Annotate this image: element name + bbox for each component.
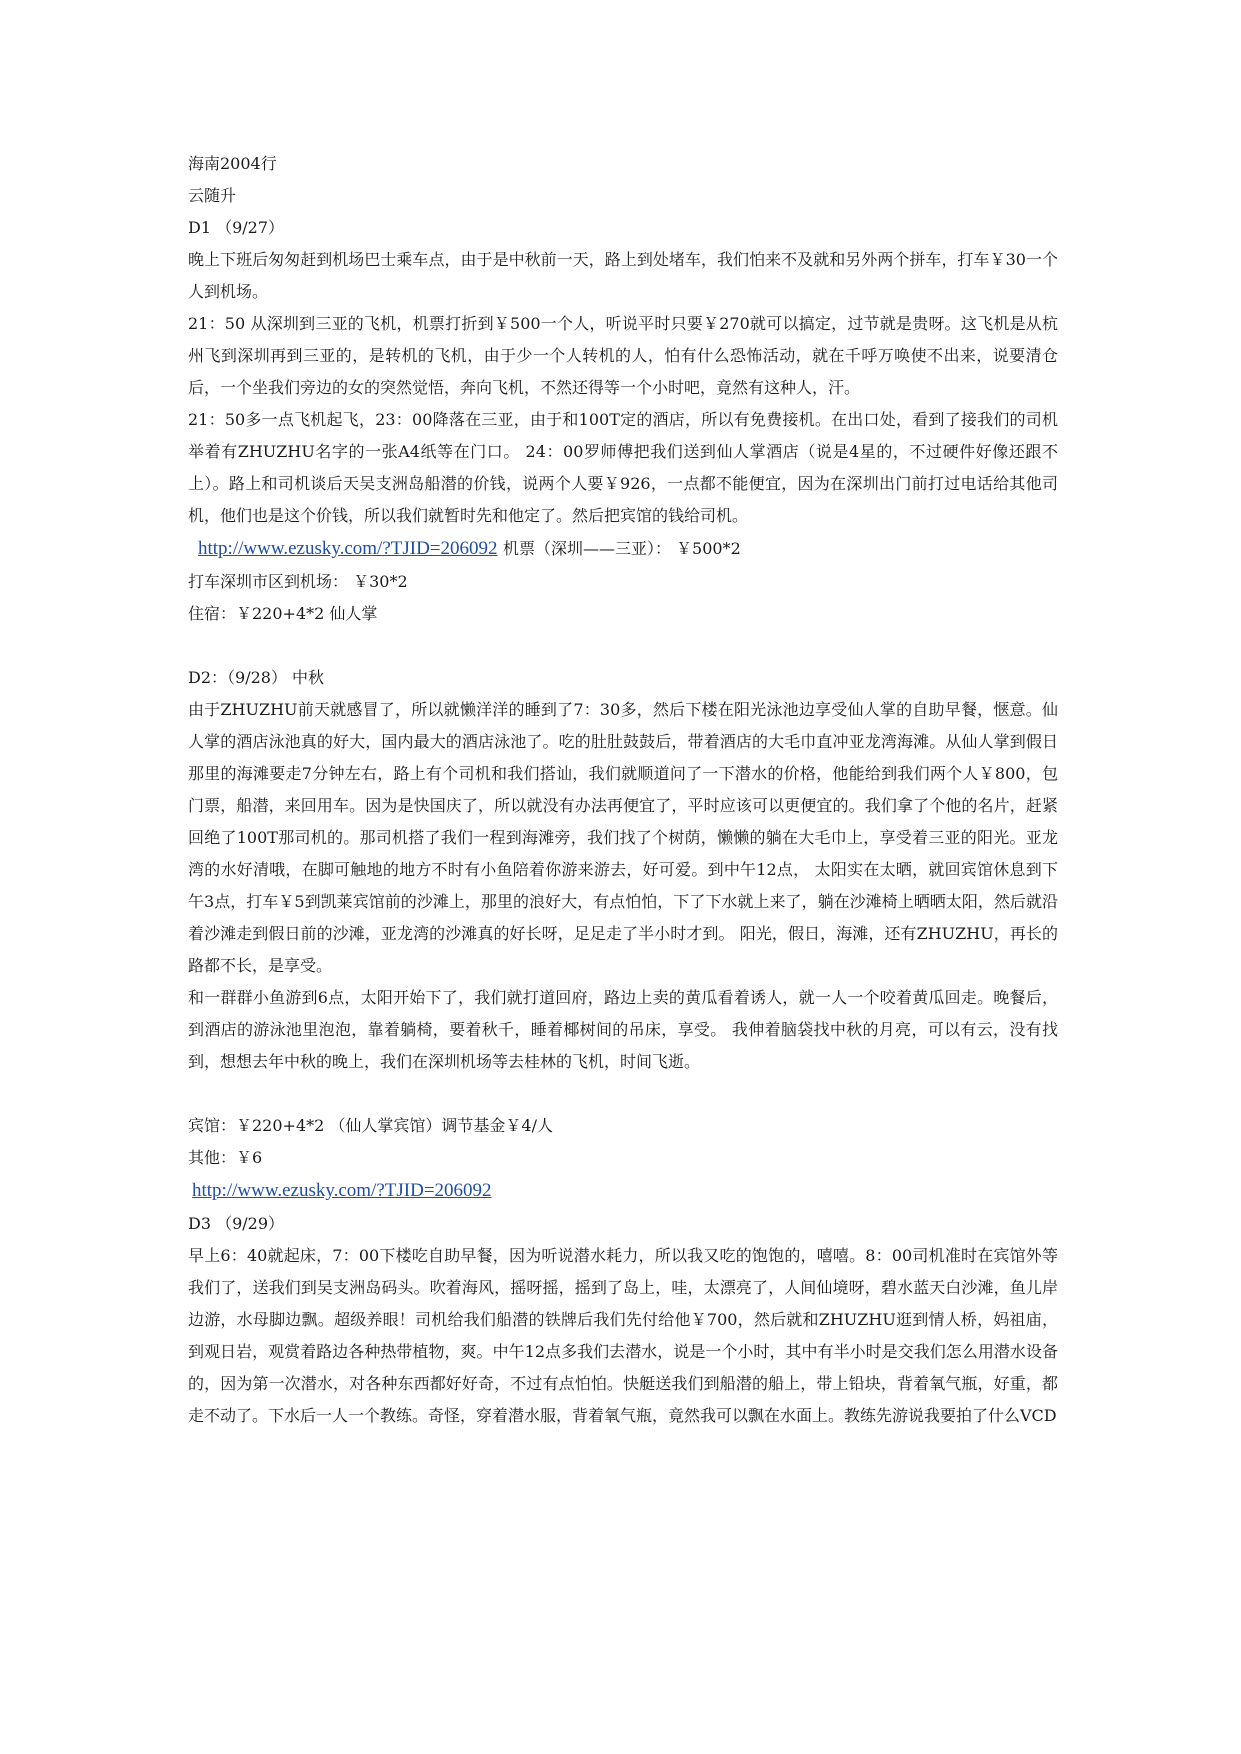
taxi-cost: 打车深圳市区到机场： ￥30*2 [188, 572, 408, 591]
day1-heading: D1 （9/27） [188, 218, 285, 237]
day2-paragraph-2: 和一群群小鱼游到6点，太阳开始下了，我们就打道回府，路边上卖的黄瓜看着诱人，就一人一个咬着黄瓜回走。晚餐后，到酒店的游泳池里泡泡，靠着躺椅，要着秋千，睡着椰树间的吊床，享受。 我伸着脑袋找中秋的月亮，可以有云，没有找到，想想去年中秋的晚上，我们在深圳机场等去桂林的飞机，时间飞逝。 [188, 988, 1058, 1071]
day1-link-row [188, 532, 1058, 566]
spacer [188, 630, 1058, 662]
document-author: 云随升 [188, 186, 237, 205]
day3-paragraph-1: 早上6：40就起床，7：00下楼吃自助早餐，因为听说潜水耗力，所以我又吃的饱饱的，嘻嘻。8：00司机准时在宾馆外等我们了，送我们到吴支洲岛码头。吹着海风，摇呀摇，摇到了岛上，哇，太漂亮了，人间仙境呀，碧水蓝天白沙滩，鱼儿岸边游，水母脚边飘。超级养眼！司机给我们船潜的铁牌后我们先付给他￥700，然后就和ZHUZHU逛到情人桥，妈祖庙，到观日岩，观赏着路边各种热带植物，爽。中午12点多我们去潜水，说是一个小时，其中有半小时是交我们怎么用潜水设备的，因为第一次潜水，对各种东西都好好奇，不过有点怕怕。快艇送我们到船潜的船上，带上铅块，背着氧气瓶，好重，都走不动了。下水后一人一个教练。奇怪，穿着潜水服，背着氧气瓶，竟然我可以飘在水面上。教练先游说我要拍了什么VCD [188, 1246, 1058, 1425]
day2-link-row [188, 1174, 1058, 1208]
day1-paragraph-2: 21：50 从深圳到三亚的飞机，机票打折到￥500一个人，听说平时只要￥270就可以搞定，过节就是贵呀。这飞机是从杭州飞到深圳再到三亚的，是转机的飞机，由于少一个人转机的人，怕有什么恐怖活动，就在千呼万唤使不出来，说要清仓后，一个坐我们旁边的女的突然觉悟，奔向飞机，不然还得等一个小时吧，竟然有这种人，汗。 [188, 314, 1058, 397]
flight-cost: 机票（深圳——三亚）： ￥500*2 [502, 539, 741, 558]
document-title: 海南2004行 [188, 154, 277, 173]
ezusky-link-day2[interactable]: http://www.ezusky.com/?TJID=206092 [192, 1180, 492, 1201]
day3-heading: D3 （9/29） [188, 1214, 285, 1233]
other-cost: 其他：￥6 [188, 1148, 263, 1167]
spacer [188, 1078, 1058, 1110]
day2-heading: D2：（9/28） 中秋 [188, 668, 325, 687]
ezusky-link-day1[interactable]: http://www.ezusky.com/?TJID=206092 [198, 538, 498, 559]
day1-paragraph-1: 晚上下班后匆匆赶到机场巴士乘车点，由于是中秋前一天，路上到处堵车，我们怕来不及就和另外两个拼车，打车￥30一个人到机场。 [188, 250, 1058, 301]
document-page [188, 148, 1058, 1432]
day1-paragraph-3: 21：50多一点飞机起飞，23：00降落在三亚，由于和100T定的酒店，所以有免费接机。在出口处，看到了接我们的司机举着有ZHUZHU名字的一张A4纸等在门口。 24：00罗师傅把我们送到仙人掌酒店（说是4星的，不过硬件好像还跟不上）。路上和司机谈后天吴支洲岛船潜的价钱，说两个人要￥926，一点都不能便宜，因为在深圳出门前打过电话给其他司机，他们也是这个价钱，所以我们就暂时先和他定了。然后把宾馆的钱给司机。 [188, 410, 1058, 525]
hotel-cost-day2: 宾馆：￥220+4*2 （仙人掌宾馆）调节基金￥4/人 [188, 1116, 553, 1135]
day2-paragraph-1: 由于ZHUZHU前天就感冒了，所以就懒洋洋的睡到了7：30多，然后下楼在阳光泳池边享受仙人掌的自助早餐，惬意。仙人掌的酒店泳池真的好大，国内最大的酒店泳池了。吃的肚肚鼓鼓后，带着酒店的大毛巾直冲亚龙湾海滩。从仙人掌到假日那里的海滩要走7分钟左右，路上有个司机和我们搭讪，我们就顺道问了一下潜水的价格，他能给到我们两个人￥800，包门票，船潜，来回用车。因为是快国庆了，所以就没有办法再便宜了，平时应该可以更便宜的。我们拿了个他的名片，赶紧回绝了100T那司机的。那司机搭了我们一程到海滩旁，我们找了个树荫，懒懒的躺在大毛巾上，享受着三亚的阳光。亚龙湾的水好清哦，在脚可触地的地方不时有小鱼陪着你游来游去，好可爱。到中午12点， 太阳实在太晒，就回宾馆休息到下午3点，打车￥5到凯莱宾馆前的沙滩上，那里的浪好大，有点怕怕，下了下水就上来了，躺在沙滩椅上晒晒太阳，然后就沿着沙滩走到假日前的沙滩，亚龙湾的沙滩真的好长呀，足足走了半小时才到。 阳光，假日，海滩，还有ZHUZHU，再长的路都不长，是享受。 [188, 700, 1058, 975]
hotel-cost-day1: 住宿：￥220+4*2 仙人掌 [188, 604, 378, 623]
